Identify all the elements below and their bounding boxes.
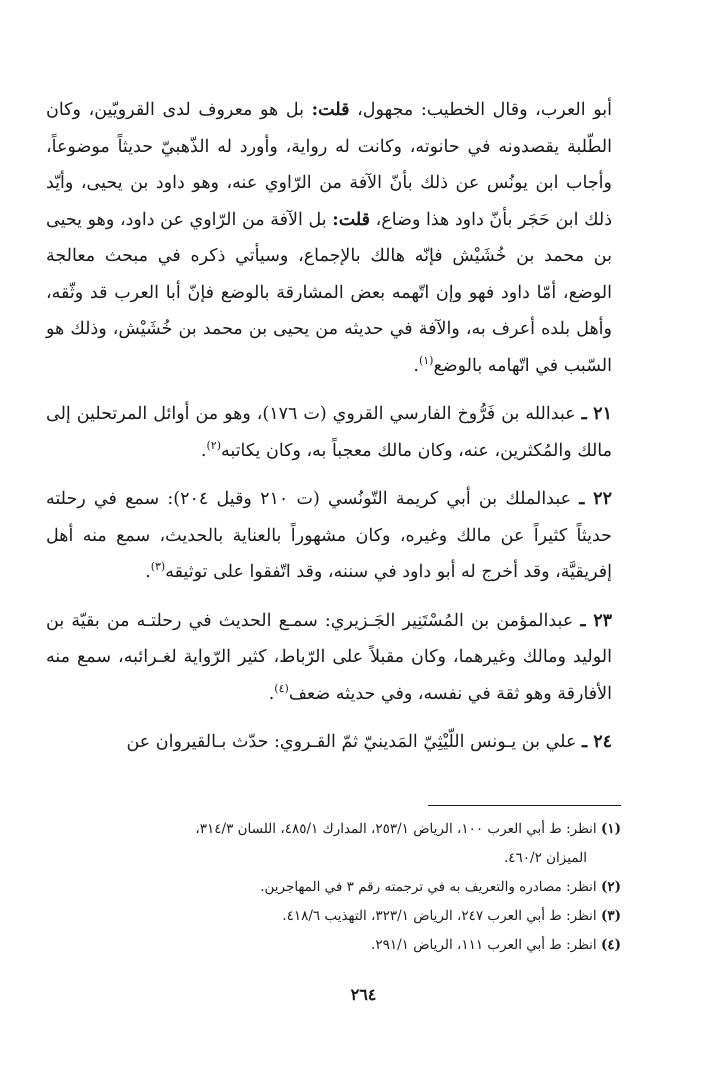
footnote-4: (٤) انظر: ط أبي العرب ١١١، الرياض ٢٩١/١. xyxy=(371,937,621,953)
entry-number: ٢٢ ـ xyxy=(579,489,612,509)
entry-number: ٢١ ـ xyxy=(581,404,612,424)
footnote-2: (٢) انظر: مصادره والتعريف به في ترجمته رقم ٣ في المهاجرين. xyxy=(260,879,621,895)
entry-number: ٢٣ ـ xyxy=(580,610,612,631)
paragraph-1: أبو العرب، وقال الخطيب: مجهول، قلت: بل هو معروف لدى القرويّين، وكان الطّلبة يقصدونه في حانوته، وكانت له رواية، وأورد له الذّهبيّ حديثاً موضوعاً، وأجاب ابن يونُس عن ذلك بأنّ الآفة من الرّاوي عنه، وهو داود بن يحيى، وأيّد ذلك ابن حَجَر بأنّ داود هذا وضاع، قلت: بل الآفة من الرّاوي عن داود، وهو يحيى بن محمد بن خُشَيْش فإنّه هالك بالإجماع، وسيأتي ذكره في مبحث معالجة الوضع، أمّا داود فهو وإن اتّهمه بعض المشارقة بالوضع فإنّ أبا العرب قد وثّقه، وأهل بلده أعرف به، والآفة في حديثه من يحيى بن محمد بن خُشَيْش، وذلك هو السّبب في اتّهامه بالوضع$^{(١)}$. xyxy=(46,100,612,376)
footnote-ref[interactable]: (١) xyxy=(418,353,434,367)
main-text xyxy=(46,92,612,761)
entry-number: ٢٤ ـ xyxy=(581,732,612,752)
footnotes xyxy=(50,815,621,960)
entry-24: ٢٤ ـ علي بن يـونس اللّيْثِيّ المَدينيّ ثمّ القـروي: حدّث بـالقيروان عن xyxy=(126,732,612,752)
entry-22: ٢٢ ـ عبدالملك بن أبي كريمة التّونُسي (ت ٢١٠ وقيل ٢٠٤): سمع في رحلته حديثاً كثيراً عن مالك وغيره، وكان مشهوراً بالعناية بالحديث، سمع منه أهل إفريقيَّة، وقد أخرج له أبو داود في سننه، وقد اتّفقوا على توثيقه$^{(٣)}$. xyxy=(46,489,612,582)
footnote-ref[interactable]: (٢) xyxy=(206,438,221,452)
footnote-3: (٣) انظر: ط أبي العرب ٢٤٧، الرياض ٣٢٣/١، التهذيب ٤١٨/٦. xyxy=(282,908,621,924)
footnote-1: (١) انظر: ط أبي العرب ١٠٠، الرياض ٢٥٣/١، المدارك ٤٨٥/١، اللسان ٣١٤/٣، الميزان ٤٦٠/٢. xyxy=(195,821,621,866)
footnote-divider xyxy=(428,805,621,806)
footnote-ref[interactable]: (٣) xyxy=(150,560,166,574)
entry-23: ٢٣ ـ عبدالمؤمن بن المُسْتَنِير الجَـزيري: سمـع الحديث في رحلتـه من بقيّة بن الوليد ومالك وغيرهما، وكان مقبلاً على الرّباط، كثير الرّواية لغـرائبه، سمع منه الأفارقة وهو ثقة في نفسه، وفي حديثه ضعف$^{(٤)}$. xyxy=(46,610,612,704)
page-number: ٢٦٤ xyxy=(350,985,377,1004)
entry-21: ٢١ ـ عبدالله بن فَرُّوخ الفارسي القروي (ت ١٧٦)، وهو من أوائل المرتحلين إلى مالك والمُكثرين، عنه، وكان مالك معجباً به، وكان يكاتبه$^{(٢)}$. xyxy=(46,404,612,461)
footnote-ref[interactable]: (٤) xyxy=(274,681,289,695)
